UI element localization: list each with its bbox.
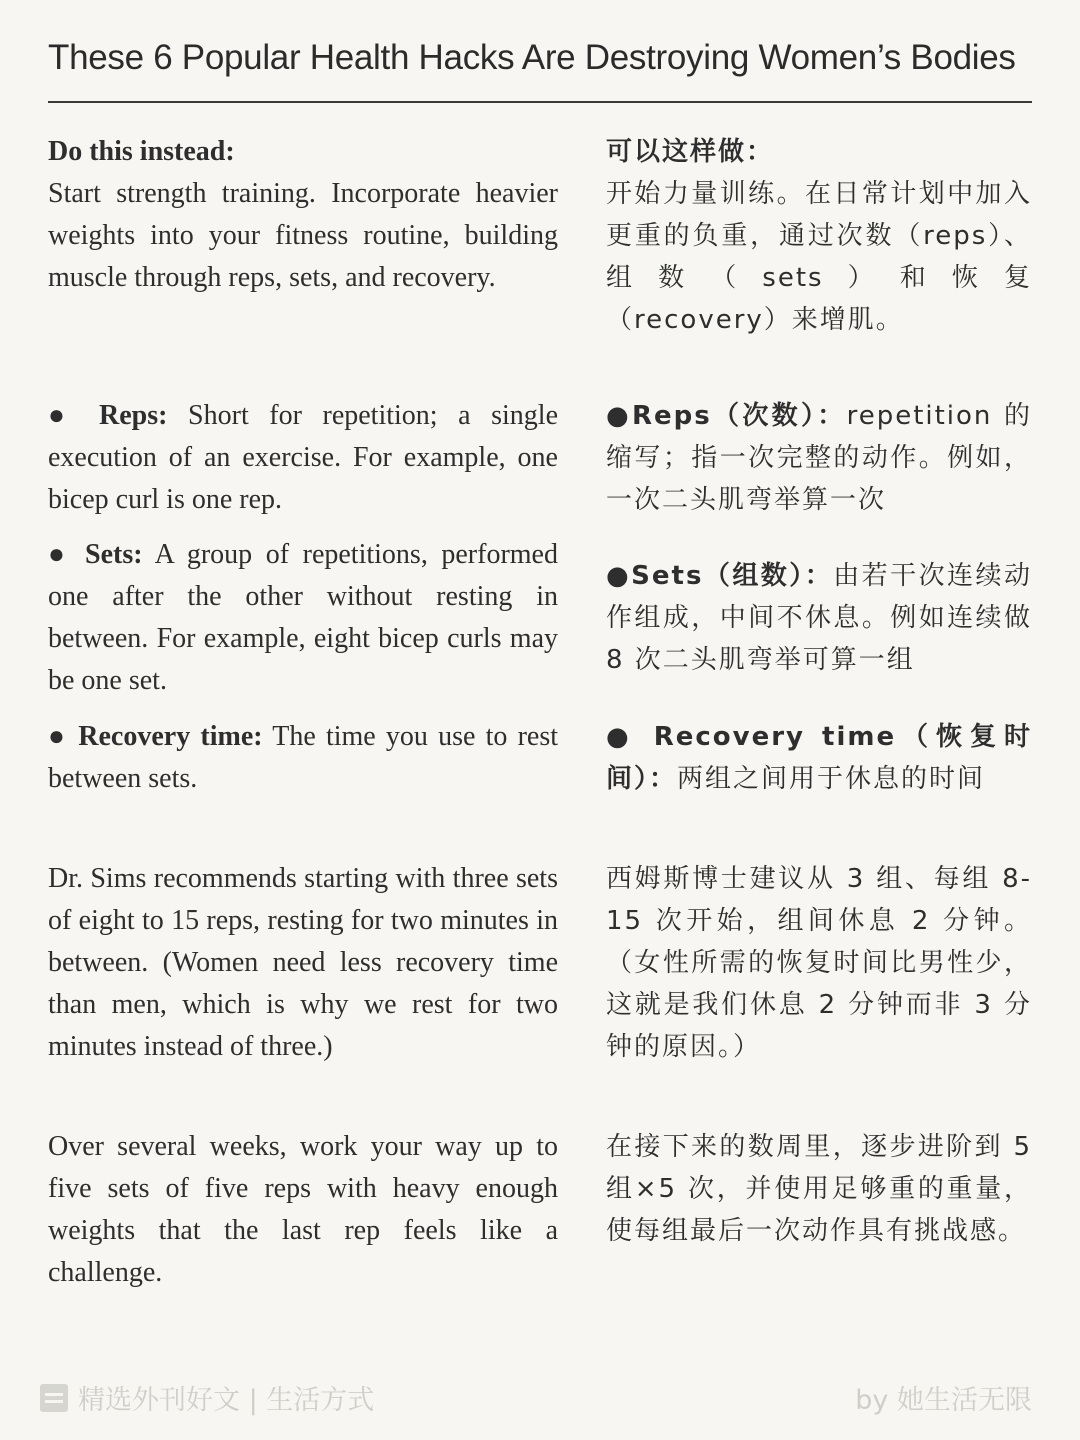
recovery-zh-definition: 两组之间用于休息的时间	[677, 764, 986, 794]
intro-zh-heading: 可以这样做：	[606, 137, 775, 167]
recovery-zh-term: ● Recovery time（恢复时间）：	[606, 722, 1032, 794]
reps-en-definition: Short for repetition; a single execution of an exercise. For example, one bicep curl is one rep.	[48, 400, 558, 515]
sims-en: Dr. Sims recommends starting with three sets of eight to 15 reps, resting for two minutes in between. (Women need less recovery time than men, which is why we rest for two minutes instead of three.)	[48, 863, 558, 1062]
document-icon	[40, 1384, 68, 1412]
reps-zh-term: ●Reps（次数）：	[606, 401, 847, 431]
recovery-en	[48, 716, 558, 800]
sets-en-definition: A group of repetitions, performed one after the other without resting in between. For example, eight bicep curls may be one set.	[48, 539, 558, 696]
reps-en	[48, 395, 558, 521]
sets-en-term: ● Sets:	[48, 539, 143, 570]
title-divider	[48, 101, 1032, 103]
reps-zh-definition: repetition 的缩写；指一次完整的动作。例如，一次二头肌弯举算一次	[606, 401, 1032, 515]
intro-zh	[606, 131, 1032, 341]
intro-zh-body: 开始力量训练。在日常计划中加入更重的负重，通过次数（reps）、组数（sets）和恢复（recovery）来增肌。	[606, 179, 1032, 335]
progression-zh: 在接下来的数周里，逐步进阶到 5 组×5 次，并使用足够重的重量，使每组最后一次动作具有挑战感。	[606, 1132, 1032, 1246]
sims-zh: 西姆斯博士建议从 3 组、每组 8-15 次开始，组间休息 2 分钟。（女性所需的恢复时间比男性少，这就是我们休息 2 分钟而非 3 分钟的原因。）	[606, 864, 1032, 1062]
recovery-en-definition: The time you use to rest between sets.	[48, 721, 558, 794]
intro-en-body: Start strength training. Incorporate heavier weights into your fitness routine, building muscle through reps, sets, and recovery.	[48, 178, 558, 293]
reps-zh	[606, 395, 1032, 521]
recovery-en-term: ● Recovery time:	[48, 721, 263, 752]
recovery-zh	[606, 716, 1032, 800]
footer-source-label: 精选外刊好文 | 生活方式	[78, 1385, 375, 1416]
sets-en	[48, 534, 558, 702]
intro-en-heading: Do this instead:	[48, 136, 235, 167]
sets-zh	[606, 555, 1032, 681]
progression-en: Over several weeks, work your way up to five sets of five reps with heavy enough weights that the last rep feels like a challenge.	[48, 1131, 558, 1288]
sets-zh-definition: 由若干次连续动作组成，中间不休息。例如连续做 8 次二头肌弯举可算一组	[606, 561, 1032, 675]
footer-source	[40, 1378, 374, 1417]
sets-zh-term: ●Sets（组数）：	[606, 561, 834, 591]
footer-author: by 她生活无限	[855, 1385, 1032, 1416]
intro-en	[48, 131, 558, 299]
page-title: These 6 Popular Health Hacks Are Destroying Women’s Bodies	[48, 38, 1016, 77]
reps-en-term: ● Reps:	[48, 400, 168, 431]
